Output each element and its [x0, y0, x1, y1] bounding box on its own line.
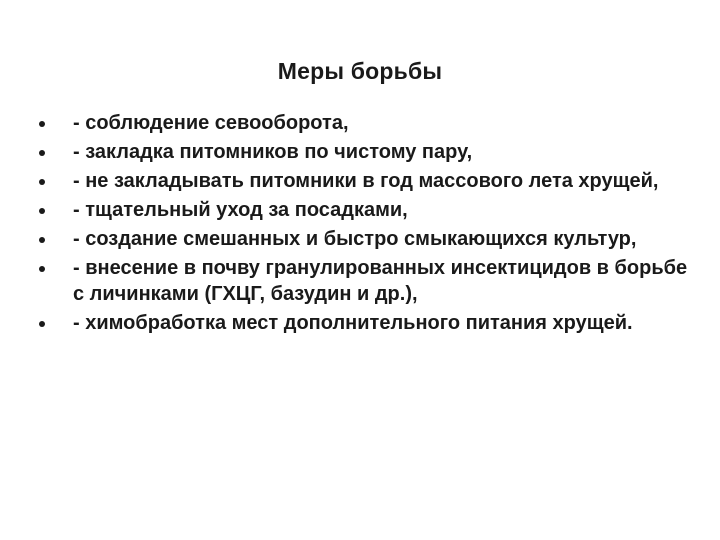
bullet-item	[38, 110, 688, 136]
bullet-dot-icon	[39, 179, 45, 185]
bullet-text: - создание смешанных и быстро смыкающихся культур,	[73, 228, 637, 250]
bullet-item	[38, 197, 688, 223]
bullet-dot-icon	[39, 266, 45, 272]
bullet-text: - внесение в почву гранулированных инсектицидов в борьбе с личинками (ГХЦГ, базудин и др.),	[73, 257, 688, 305]
bullet-list	[38, 110, 688, 339]
bullet-text: - химобработка мест дополнительного питания хрущей.	[73, 312, 633, 334]
bullet-dot-icon	[39, 150, 45, 156]
slide-title: Меры борьбы	[277, 58, 443, 84]
bullet-text: - соблюдение севооборота,	[73, 112, 349, 134]
bullet-dot-icon	[39, 208, 45, 214]
bullet-dot-icon	[39, 237, 45, 243]
bullet-text: - не закладывать питомники в год массового лета хрущей,	[73, 170, 659, 192]
bullet-item	[38, 255, 688, 307]
bullet-item	[38, 226, 688, 252]
bullet-text: - тщательный уход за посадками,	[73, 199, 408, 221]
bullet-dot-icon	[39, 121, 45, 127]
bullet-text: - закладка питомников по чистому пару,	[73, 141, 473, 163]
bullet-item	[38, 139, 688, 165]
bullet-item	[38, 168, 688, 194]
bullet-item	[38, 310, 688, 336]
bullet-dot-icon	[39, 321, 45, 327]
